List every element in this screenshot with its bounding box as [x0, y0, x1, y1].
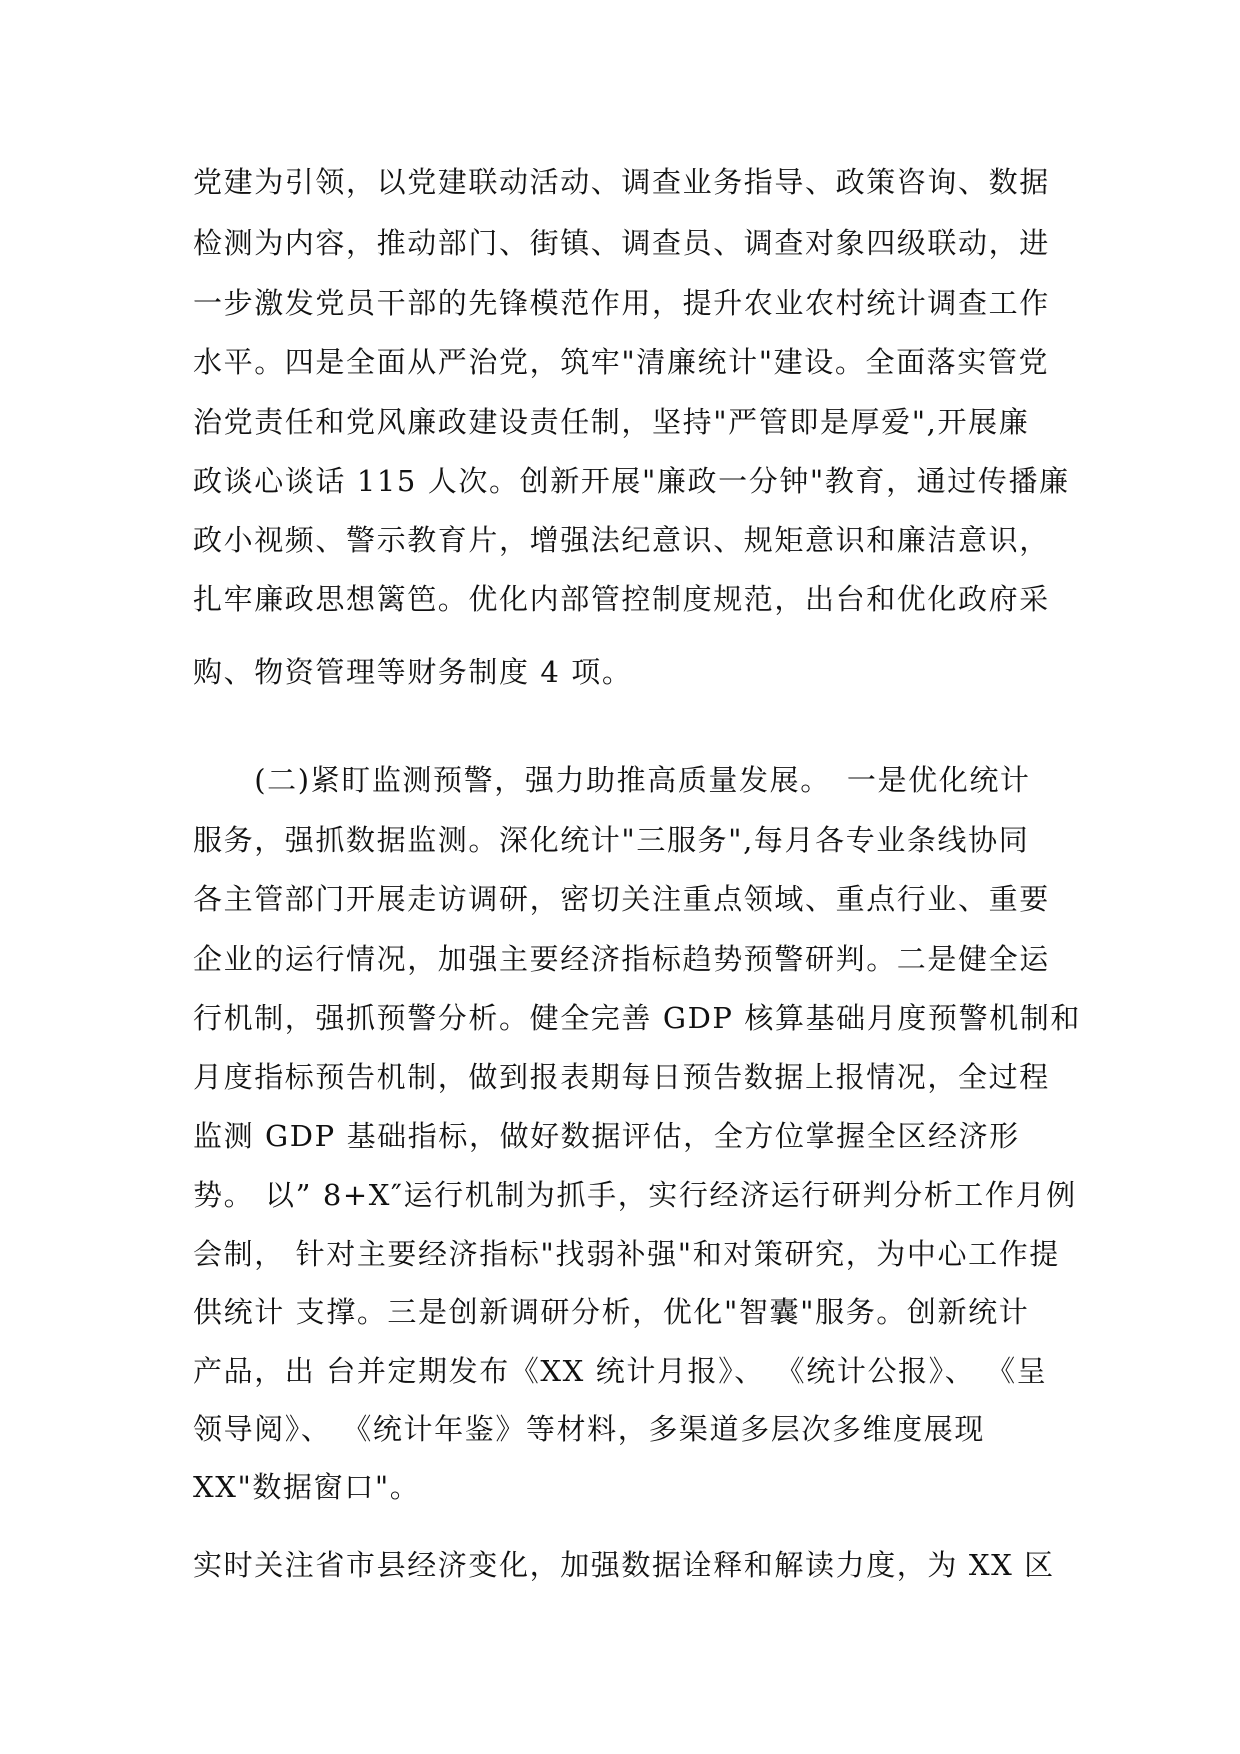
text-line: 势。 以” 8+X″运行机制为抓手，实行经济运行研判分析工作月例: [193, 1178, 1077, 1212]
text-line: 水平。四是全面从严治党，筑牢"清廉统计"建设。全面落实管党: [193, 345, 1050, 379]
text-line: 行机制，强抓预警分析。健全完善 GDP 核算基础月度预警机制和: [193, 1001, 1081, 1035]
text-line: 政小视频、警示教育片，增强法纪意识、规矩意识和廉洁意识，: [193, 523, 1050, 557]
text-line: 监测 GDP 基础指标，做好数据评估，全方位掌握全区经济形: [193, 1119, 1020, 1153]
text-line: 企业的运行情况，加强主要经济指标趋势预警研判。二是健全运: [193, 942, 1050, 976]
text-line: 产品，出 台并定期发布《XX 统计月报》、 《统计公报》、 《呈: [193, 1354, 1048, 1388]
text-line: 各主管部门开展走访调研，密切关注重点领域、重点行业、重要: [193, 882, 1050, 916]
text-line: 服务，强抓数据监测。深化统计"三服务",每月各专业条线协同: [193, 823, 1030, 857]
text-line: 党建为引领，以党建联动活动、调查业务指导、政策咨询、数据: [193, 165, 1050, 199]
text-line: 一步激发党员干部的先锋模范作用，提升农业农村统计调查工作: [193, 286, 1050, 320]
text-line: 实时关注省市县经济变化，加强数据诠释和解读力度，为 XX 区: [193, 1548, 1055, 1582]
text-line: 供统计 支撑。三是创新调研分析，优化"智囊"服务。创新统计: [193, 1295, 1030, 1329]
text-line: 会制， 针对主要经济指标"找弱补强"和对策研究，为中心工作提: [193, 1237, 1060, 1271]
text-line: 检测为内容，推动部门、街镇、调查员、调查对象四级联动，进: [193, 226, 1050, 260]
text-line: 领导阅》、 《统计年鉴》等材料，多渠道多层次多维度展现: [193, 1412, 985, 1446]
text-line: 扎牢廉政思想篱笆。优化内部管控制度规范，出台和优化政府采: [193, 582, 1050, 616]
text-line: 治党责任和党风廉政建设责任制，坚持"严管即是厚爱",开展廉: [193, 405, 1030, 439]
text-line: XX"数据窗口"。: [193, 1470, 421, 1504]
text-line: 月度指标预告机制，做到报表期每日预告数据上报情况，全过程: [193, 1060, 1050, 1094]
text-line: 政谈心谈话 115 人次。创新开展"廉政一分钟"教育，通过传播廉: [193, 464, 1070, 498]
section-heading-line: (二)紧盯监测预警，强力助推高质量发展。 一是优化统计: [193, 763, 1031, 797]
text-line: 购、物资管理等财务制度 4 项。: [193, 655, 633, 689]
